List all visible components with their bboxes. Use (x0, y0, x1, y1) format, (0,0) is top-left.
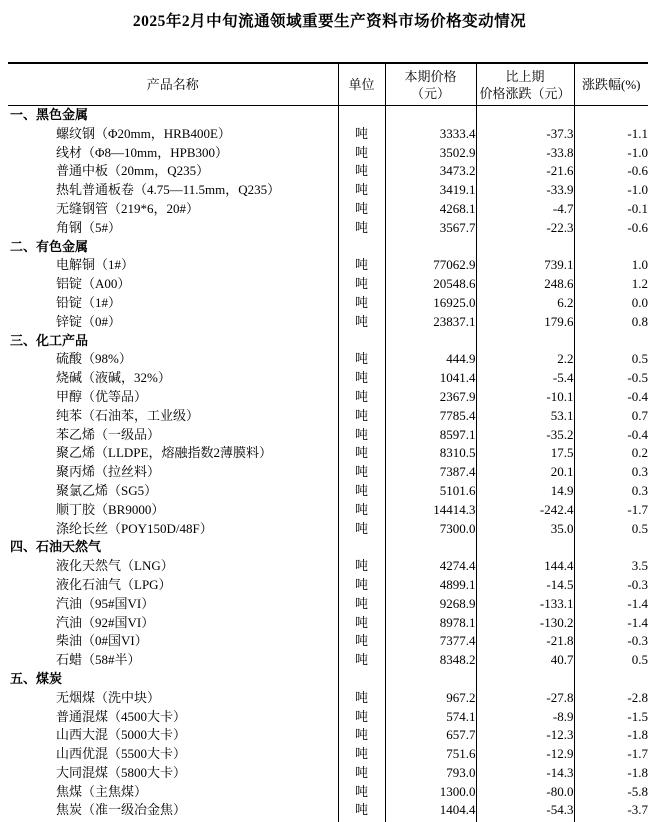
current-price: 1404.4 (385, 801, 476, 820)
pct-change-cell-empty (574, 332, 648, 351)
unit: 吨 (338, 200, 385, 219)
pct-change: -0.3 (574, 632, 648, 651)
unit: 吨 (338, 294, 385, 313)
product-name: 线材（Φ8—10mm，HPB300） (56, 144, 229, 160)
product-name: 甲醇（优等品） (56, 388, 148, 404)
current-price-cell-empty (385, 538, 476, 557)
table-row (8, 256, 648, 275)
product-name: 铅锭（1#） (56, 294, 122, 310)
unit: 吨 (338, 350, 385, 369)
product-name: 聚丙烯（拉丝料） (56, 464, 161, 480)
product-name: 液化天然气（LNG） (56, 558, 174, 574)
current-price: 7785.4 (385, 407, 476, 426)
unit: 吨 (338, 482, 385, 501)
table-row (8, 614, 648, 633)
current-price: 8348.2 (385, 651, 476, 670)
table-row (8, 181, 648, 200)
table-row (8, 764, 648, 783)
pct-change: -0.1 (574, 200, 648, 219)
section-row (8, 238, 648, 257)
product-name: 热轧普通板卷（4.75—11.5mm，Q235） (56, 182, 281, 198)
product-name: 焦煤（主焦煤） (56, 783, 148, 799)
current-price: 8310.5 (385, 444, 476, 463)
table-row (8, 426, 648, 445)
pct-change: -0.3 (574, 576, 648, 595)
pct-change: 1.0 (574, 256, 648, 275)
price-change: -27.8 (476, 689, 574, 708)
table-row (8, 350, 648, 369)
price-change: -242.4 (476, 501, 574, 520)
current-price: 4274.4 (385, 557, 476, 576)
current-price: 2367.9 (385, 388, 476, 407)
current-price: 4268.1 (385, 200, 476, 219)
unit-cell-empty (338, 106, 385, 125)
product-name: 角钢（5#） (56, 219, 122, 235)
price-change: -80.0 (476, 783, 574, 802)
current-price: 14414.3 (385, 501, 476, 520)
pct-change: -1.5 (574, 708, 648, 727)
table-row (8, 595, 648, 614)
unit: 吨 (338, 783, 385, 802)
table-row (8, 407, 648, 426)
price-change: -12.3 (476, 726, 574, 745)
unit: 吨 (338, 651, 385, 670)
table-row (8, 708, 648, 727)
product-name: 柴油（0#国VI） (56, 633, 148, 649)
table-row (8, 294, 648, 313)
pct-change: 0.5 (574, 520, 648, 539)
unit: 吨 (338, 632, 385, 651)
table-body (8, 106, 648, 822)
current-price: 7387.4 (385, 463, 476, 482)
section-row (8, 106, 648, 125)
pct-change: -1.7 (574, 501, 648, 520)
product-name: 普通中板（20mm，Q235） (56, 163, 210, 179)
price-change: -33.9 (476, 181, 574, 200)
product-name: 无烟煤（洗中块） (56, 689, 161, 705)
pct-change: -1.4 (574, 614, 648, 633)
column-header-price-change (476, 63, 574, 106)
current-price: 967.2 (385, 689, 476, 708)
price-change: -37.3 (476, 125, 574, 144)
column-header-unit: 单位 (338, 63, 385, 106)
pct-change: 0.5 (574, 651, 648, 670)
product-name: 顺丁胶（BR9000） (56, 501, 165, 517)
unit: 吨 (338, 764, 385, 783)
unit: 吨 (338, 162, 385, 181)
product-name: 聚乙烯（LLDPE，熔融指数2薄膜料） (56, 445, 272, 461)
table-row (8, 557, 648, 576)
price-change: 2.2 (476, 350, 574, 369)
product-name: 聚氯乙烯（SG5） (56, 482, 158, 498)
product-name: 液化石油气（LPG） (56, 576, 172, 592)
product-name: 山西优混（5500大卡） (56, 746, 187, 762)
pct-change: -1.8 (574, 726, 648, 745)
pct-change: -0.4 (574, 426, 648, 445)
price-change: -4.7 (476, 200, 574, 219)
unit: 吨 (338, 369, 385, 388)
section-row (8, 332, 648, 351)
product-name: 大同混煤（5800大卡） (56, 764, 187, 780)
price-change-cell-empty (476, 332, 574, 351)
unit: 吨 (338, 256, 385, 275)
current-price: 20548.6 (385, 275, 476, 294)
unit: 吨 (338, 726, 385, 745)
pct-change: -0.5 (574, 369, 648, 388)
section-title: 五、煤炭 (10, 670, 63, 686)
pct-change: -0.6 (574, 162, 648, 181)
price-change: 20.1 (476, 463, 574, 482)
product-name: 硫酸（98%） (56, 351, 132, 367)
unit: 吨 (338, 708, 385, 727)
unit: 吨 (338, 388, 385, 407)
unit: 吨 (338, 520, 385, 539)
product-name: 汽油（92#国VI） (56, 614, 155, 630)
unit: 吨 (338, 595, 385, 614)
current-price-cell-empty (385, 670, 476, 689)
column-header-product: 产品名称 (8, 63, 338, 106)
pct-change: -1.1 (574, 125, 648, 144)
unit: 吨 (338, 275, 385, 294)
pct-change-cell-empty (574, 238, 648, 257)
price-change: 40.7 (476, 651, 574, 670)
unit: 吨 (338, 144, 385, 163)
current-price-cell-empty (385, 332, 476, 351)
unit: 吨 (338, 614, 385, 633)
price-change: 17.5 (476, 444, 574, 463)
pct-change: -1.0 (574, 181, 648, 200)
unit: 吨 (338, 463, 385, 482)
table-row (8, 219, 648, 238)
unit-cell-empty (338, 238, 385, 257)
table-row (8, 501, 648, 520)
product-name: 烧碱（液碱，32%） (56, 370, 171, 386)
pct-change: 0.3 (574, 482, 648, 501)
column-header-price-change-line2: 价格涨跌（元） (479, 85, 571, 101)
current-price: 8597.1 (385, 426, 476, 445)
price-change: -12.9 (476, 745, 574, 764)
unit-cell-empty (338, 332, 385, 351)
product-name: 铝锭（A00） (56, 276, 131, 292)
product-name: 汽油（95#国VI） (56, 595, 155, 611)
pct-change: 0.7 (574, 407, 648, 426)
pct-change: -0.4 (574, 388, 648, 407)
price-change: 739.1 (476, 256, 574, 275)
price-change: -133.1 (476, 595, 574, 614)
current-price: 1300.0 (385, 783, 476, 802)
section-title: 四、石油天然气 (10, 539, 102, 555)
price-change: -10.1 (476, 388, 574, 407)
product-name: 苯乙烯（一级品） (56, 426, 161, 442)
table-row (8, 313, 648, 332)
table-row (8, 745, 648, 764)
price-change-cell-empty (476, 238, 574, 257)
current-price-cell-empty (385, 238, 476, 257)
product-name: 石蜡（58#半） (56, 652, 141, 668)
current-price: 9268.9 (385, 595, 476, 614)
current-price: 1041.4 (385, 369, 476, 388)
price-change-cell-empty (476, 538, 574, 557)
price-change-cell-empty (476, 670, 574, 689)
price-change: -14.5 (476, 576, 574, 595)
price-change: -33.8 (476, 144, 574, 163)
table-row (8, 144, 648, 163)
column-header-current-price-line2: （元） (410, 85, 450, 101)
product-name: 锌锭（0#） (56, 313, 122, 329)
table-row (8, 369, 648, 388)
current-price: 5101.6 (385, 482, 476, 501)
table-row (8, 520, 648, 539)
current-price: 751.6 (385, 745, 476, 764)
price-table (8, 62, 648, 822)
product-name: 无缝钢管（219*6，20#） (56, 200, 200, 216)
current-price: 793.0 (385, 764, 476, 783)
pct-change: 1.2 (574, 275, 648, 294)
unit: 吨 (338, 219, 385, 238)
current-price: 8978.1 (385, 614, 476, 633)
table-row (8, 801, 648, 820)
pct-change: -1.8 (574, 764, 648, 783)
unit: 吨 (338, 407, 385, 426)
column-header-current-price-line1: 本期价格 (404, 68, 457, 84)
price-change: -21.8 (476, 632, 574, 651)
price-change: 179.6 (476, 313, 574, 332)
pct-change: -1.0 (574, 144, 648, 163)
pct-change: -5.8 (574, 783, 648, 802)
current-price: 3567.7 (385, 219, 476, 238)
current-price: 23837.1 (385, 313, 476, 332)
table-header (8, 63, 648, 106)
section-title: 二、有色金属 (10, 238, 89, 254)
table-row (8, 444, 648, 463)
pct-change: -2.8 (574, 689, 648, 708)
current-price-cell-empty (385, 106, 476, 125)
table-row (8, 576, 648, 595)
price-change: 6.2 (476, 294, 574, 313)
product-name: 纯苯（石油苯，工业级） (56, 407, 200, 423)
price-change: -5.4 (476, 369, 574, 388)
table-row (8, 162, 648, 181)
unit: 吨 (338, 125, 385, 144)
unit: 吨 (338, 576, 385, 595)
current-price: 3502.9 (385, 144, 476, 163)
price-change: -8.9 (476, 708, 574, 727)
section-title: 一、黑色金属 (10, 107, 89, 122)
price-change: 35.0 (476, 520, 574, 539)
unit: 吨 (338, 426, 385, 445)
pct-change: -1.7 (574, 745, 648, 764)
pct-change: 0.3 (574, 463, 648, 482)
pct-change-cell-empty (574, 538, 648, 557)
table-row (8, 125, 648, 144)
unit: 吨 (338, 557, 385, 576)
table-row (8, 463, 648, 482)
pct-change: 3.5 (574, 557, 648, 576)
section-row (8, 538, 648, 557)
price-change-cell-empty (476, 106, 574, 125)
table-row (8, 726, 648, 745)
price-change: -54.3 (476, 801, 574, 820)
page-title: 2025年2月中旬流通领域重要生产资料市场价格变动情况 (132, 13, 527, 30)
table-row (8, 482, 648, 501)
product-name: 电解铜（1#） (56, 257, 135, 273)
column-header-current-price (385, 63, 476, 106)
section-title: 三、化工产品 (10, 332, 89, 348)
table-row (8, 200, 648, 219)
pct-change: -1.4 (574, 595, 648, 614)
unit: 吨 (338, 501, 385, 520)
product-name: 螺纹钢（Φ20mm，HRB400E） (56, 125, 231, 141)
unit: 吨 (338, 181, 385, 200)
pct-change-cell-empty (574, 106, 648, 125)
current-price: 3419.1 (385, 181, 476, 200)
product-name: 涤纶长丝（POY150D/48F） (56, 520, 213, 536)
price-change: -22.3 (476, 219, 574, 238)
unit: 吨 (338, 801, 385, 820)
current-price: 657.7 (385, 726, 476, 745)
price-change: -21.6 (476, 162, 574, 181)
current-price: 3333.4 (385, 125, 476, 144)
unit: 吨 (338, 689, 385, 708)
current-price: 4899.1 (385, 576, 476, 595)
price-change: 53.1 (476, 407, 574, 426)
table-row (8, 689, 648, 708)
column-header-pct-change: 涨跌幅(%) (574, 63, 648, 106)
product-name: 普通混煤（4500大卡） (56, 708, 187, 724)
table-row (8, 783, 648, 802)
pct-change: 0.5 (574, 350, 648, 369)
unit: 吨 (338, 313, 385, 332)
table-row (8, 275, 648, 294)
price-change: 248.6 (476, 275, 574, 294)
section-row (8, 670, 648, 689)
current-price: 77062.9 (385, 256, 476, 275)
unit-cell-empty (338, 538, 385, 557)
product-name: 焦炭（准一级冶金焦） (56, 802, 187, 818)
unit-cell-empty (338, 670, 385, 689)
pct-change: -0.6 (574, 219, 648, 238)
table-row (8, 651, 648, 670)
table-row (8, 388, 648, 407)
unit: 吨 (338, 745, 385, 764)
pct-change: 0.2 (574, 444, 648, 463)
price-change: -14.3 (476, 764, 574, 783)
table-row (8, 632, 648, 651)
price-change: -130.2 (476, 614, 574, 633)
price-change: 144.4 (476, 557, 574, 576)
current-price: 3473.2 (385, 162, 476, 181)
column-header-price-change-line1: 比上期 (505, 68, 545, 84)
header-row (8, 63, 648, 106)
pct-change: 0.0 (574, 294, 648, 313)
unit: 吨 (338, 444, 385, 463)
product-name: 山西大混（5000大卡） (56, 727, 187, 743)
current-price: 444.9 (385, 350, 476, 369)
current-price: 574.1 (385, 708, 476, 727)
pct-change: 0.8 (574, 313, 648, 332)
current-price: 16925.0 (385, 294, 476, 313)
pct-change-cell-empty (574, 670, 648, 689)
price-change: 14.9 (476, 482, 574, 501)
current-price: 7377.4 (385, 632, 476, 651)
pct-change: -3.7 (574, 801, 648, 820)
price-change: -35.2 (476, 426, 574, 445)
current-price: 7300.0 (385, 520, 476, 539)
